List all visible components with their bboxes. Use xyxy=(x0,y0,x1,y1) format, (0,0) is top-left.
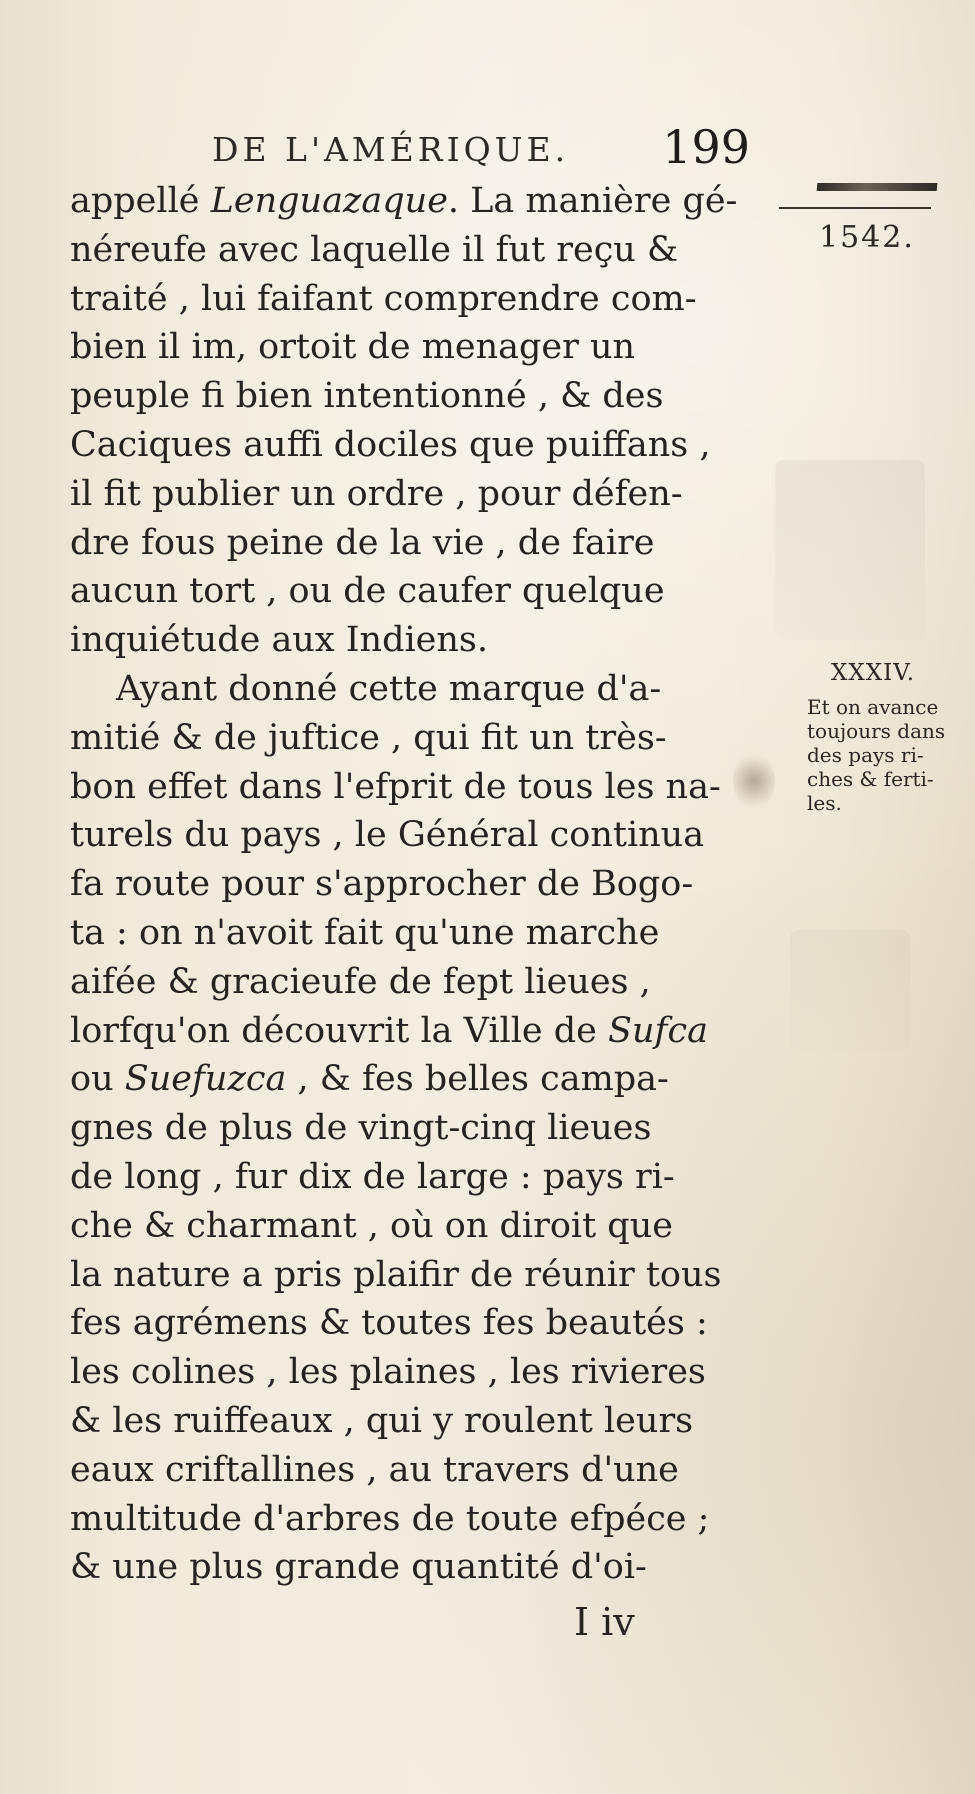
margin-note-line: ches & ferti- xyxy=(807,767,934,791)
ornament-rule xyxy=(817,183,938,191)
margin-notes xyxy=(769,175,946,875)
body-line: Caciques auffi dociles que puiffans , xyxy=(70,424,711,465)
running-title: DE L'AMÉRIQUE. xyxy=(212,130,570,169)
italic-phrase: Lenguazaque xyxy=(210,181,448,221)
body-line: inquiétude aux Indiens. xyxy=(70,620,489,661)
page-header xyxy=(72,120,750,174)
body-line: peuple fi bien intentionné , & des xyxy=(70,376,664,417)
body-line: les colines , les plaines , les rivieres xyxy=(70,1352,706,1393)
page-number: 199 xyxy=(662,120,750,174)
body-line: fes agrémens & toutes fes beautés : xyxy=(70,1303,708,1344)
body-line: aucun tort , ou de caufer quelque xyxy=(70,571,665,612)
margin-year: 1542. xyxy=(819,220,915,255)
body-line: néreufe avec laquelle il fut reçu & xyxy=(70,229,679,270)
margin-note xyxy=(807,695,957,815)
body-line: lorfqu'on découvrit la Ville de Sufca xyxy=(70,1010,708,1051)
body-line: ta : on n'avoit fait qu'une marche xyxy=(70,912,660,953)
italic-phrase: Suefuzca xyxy=(124,1059,287,1100)
body-line: fa route pour s'approcher de Bogo- xyxy=(70,864,694,905)
body-line: ou Suefuzca , & fes belles campa- xyxy=(70,1059,669,1100)
body-line: gnes de plus de vingt-cinq lieues xyxy=(70,1108,652,1149)
body-line: mitié & de juftice , qui fit un très- xyxy=(70,717,667,758)
body-line: eaux criftallines , au travers d'une xyxy=(70,1449,679,1490)
body-line: appellé Lenguazaque. La manière gé- xyxy=(70,181,738,221)
body-line: che & charmant , où on diroit que xyxy=(70,1205,673,1246)
margin-note-line: Et on avance xyxy=(807,695,939,719)
body-line: aifée & gracieufe de fept lieues , xyxy=(70,961,651,1002)
margin-note-line: toujours dans xyxy=(807,719,946,743)
page-signature: I iv xyxy=(574,1600,635,1644)
margin-rule xyxy=(779,207,931,209)
body-line: de long , fur dix de large : pays ri- xyxy=(70,1156,675,1197)
body-line: turels du pays , le Général continua xyxy=(70,815,705,856)
body-line: Ayant donné cette marque d'a- xyxy=(116,668,662,709)
body-line: la nature a pris plaifir de réunir tous xyxy=(70,1254,722,1295)
italic-phrase: Sufca xyxy=(608,1010,708,1051)
show-through-mark xyxy=(790,930,910,1050)
body-line: il fit publier un ordre , pour défen- xyxy=(70,473,683,514)
margin-note-line: les. xyxy=(807,791,842,815)
body-line: & une plus grande quantité d'oi- xyxy=(70,1547,647,1588)
body-line: multitude d'arbres de toute efpéce ; xyxy=(70,1498,710,1539)
body-line: bien il im, ortoit de menager un xyxy=(70,327,636,368)
margin-note-line: des pays ri- xyxy=(807,743,924,767)
body-line: dre fous peine de la vie , de faire xyxy=(70,522,655,563)
body-line: traité , lui faifant comprendre com- xyxy=(70,278,697,319)
body-line: bon effet dans l'efprit de tous les na- xyxy=(70,766,721,807)
body-text xyxy=(70,177,762,1592)
section-number: XXXIV. xyxy=(831,660,916,686)
body-line: & les ruiffeaux , qui y roulent leurs xyxy=(70,1400,694,1441)
